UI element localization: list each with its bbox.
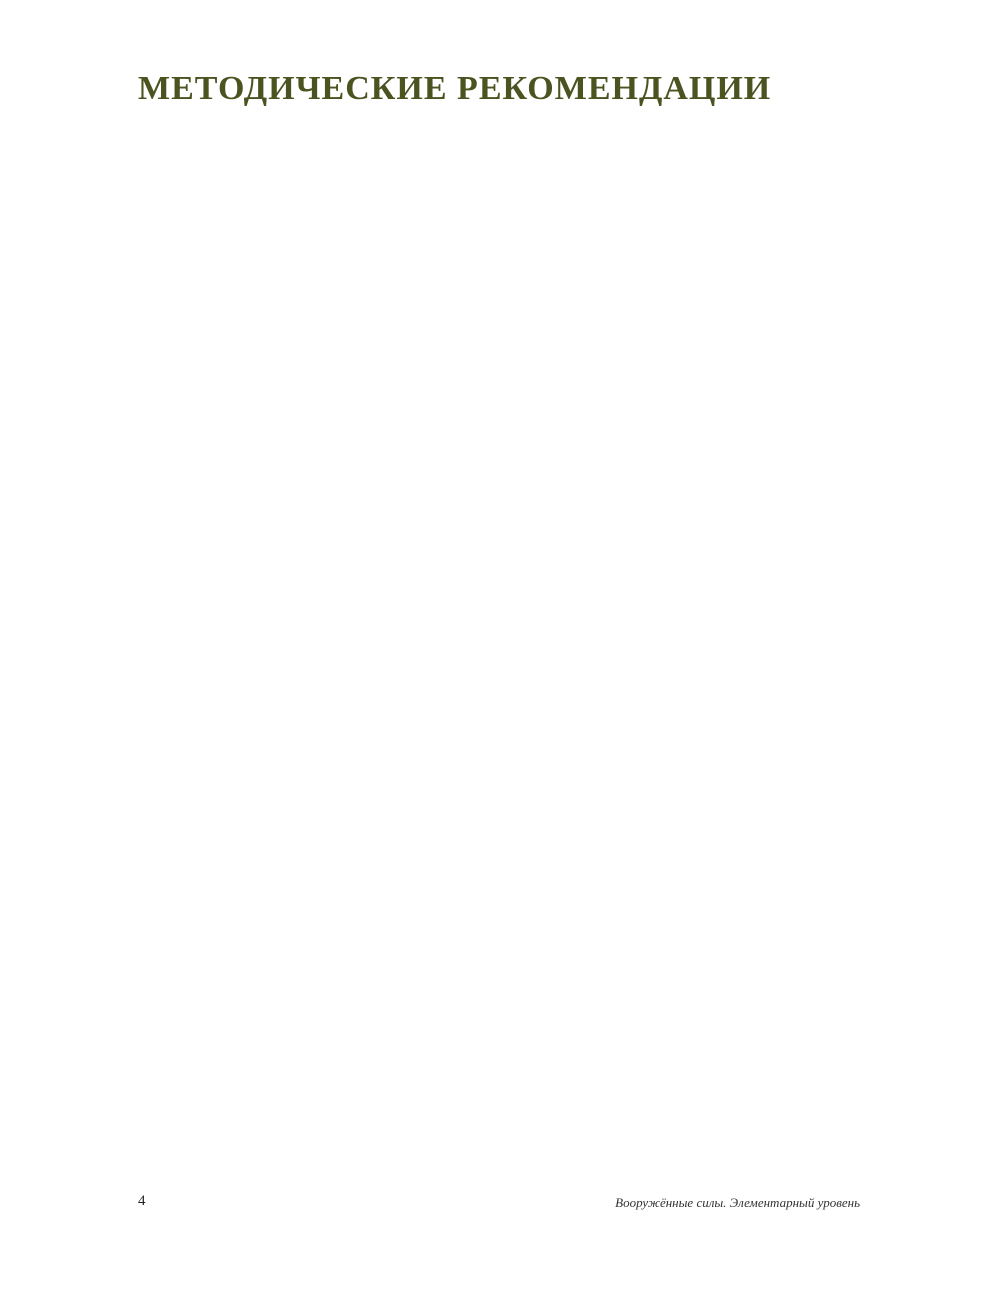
page-number: 4 xyxy=(138,1193,146,1209)
running-title: Вооружённые силы. Элементарный уровень xyxy=(615,1195,860,1210)
page-title: МЕТОДИЧЕСКИЕ РЕКОМЕНДАЦИИ xyxy=(138,70,772,107)
